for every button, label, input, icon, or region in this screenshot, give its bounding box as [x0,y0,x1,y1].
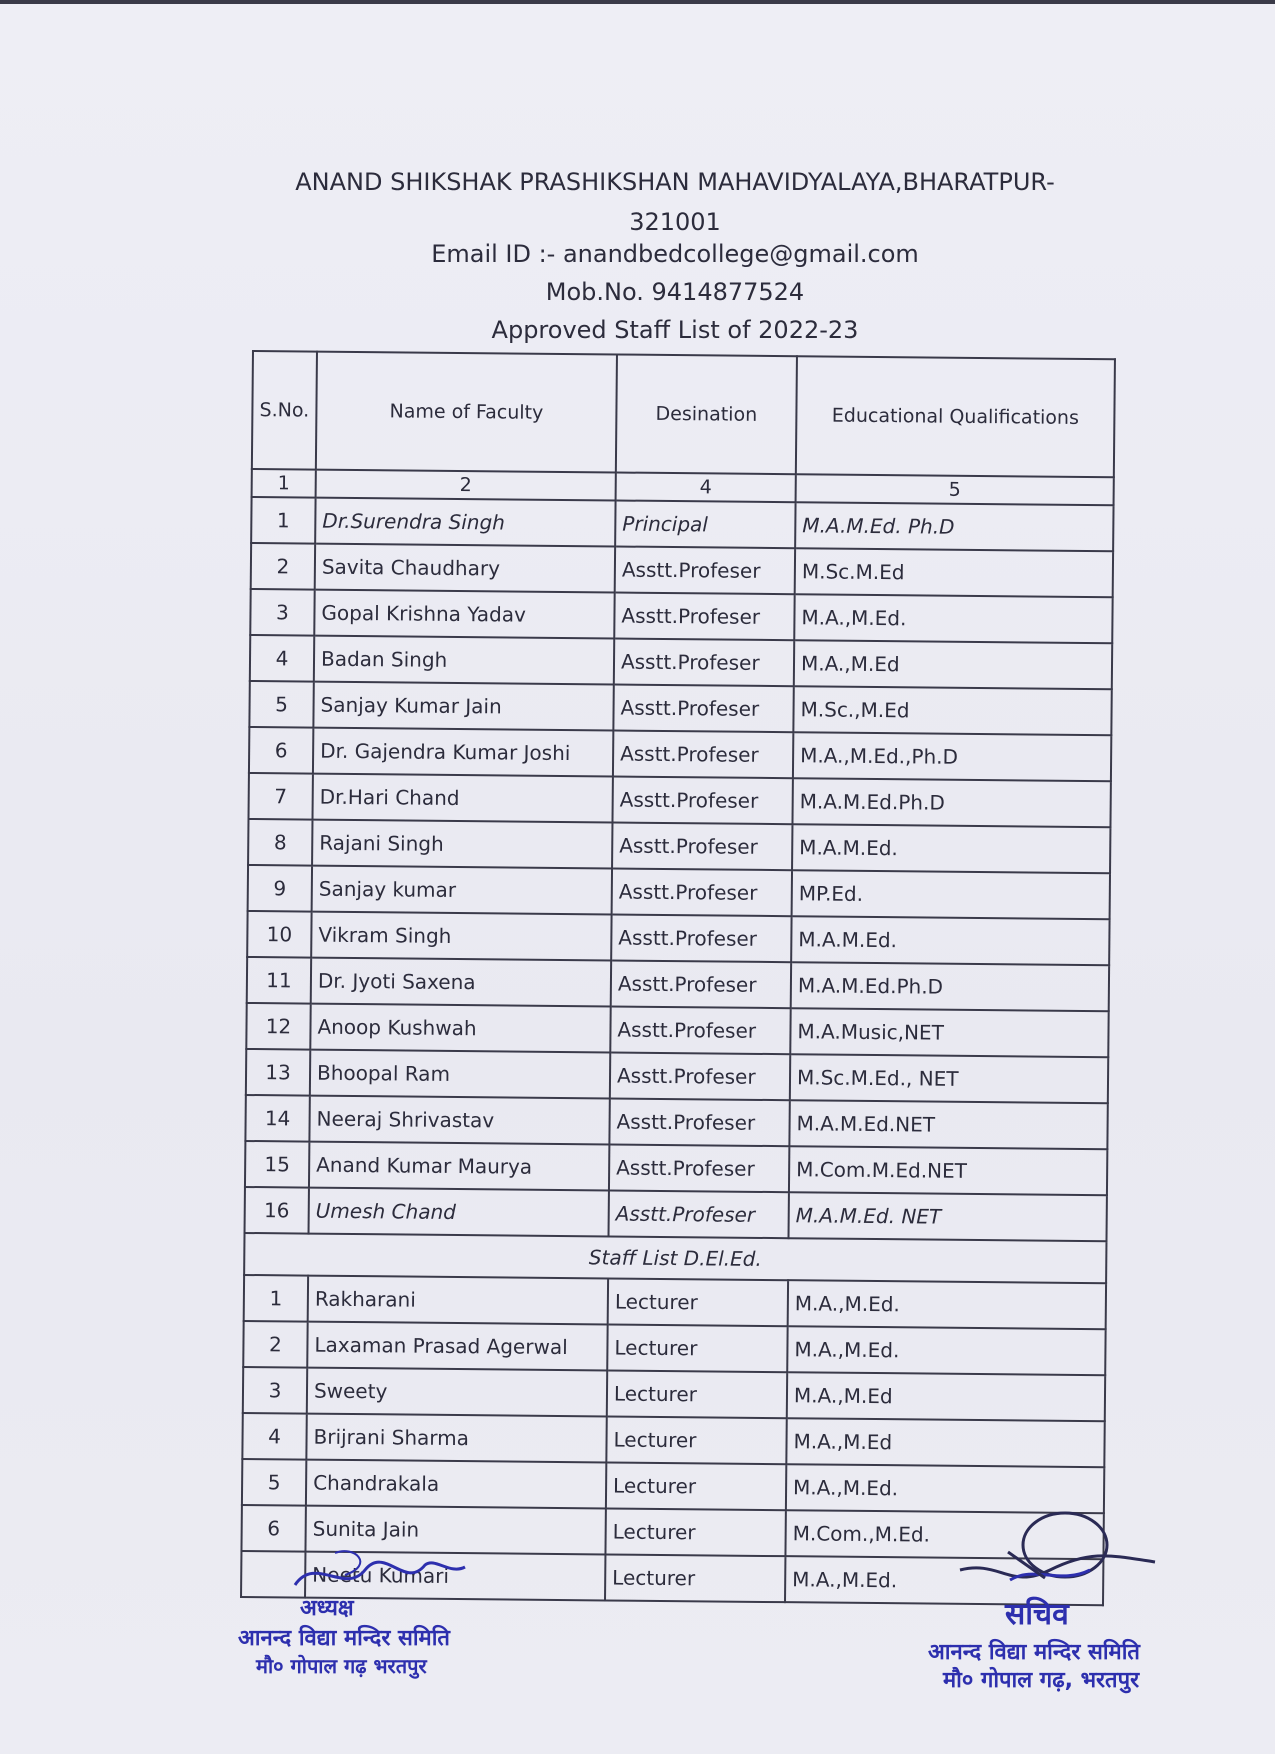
designation-cell: Asstt.Profeser [609,1098,789,1146]
mobile-line: Mob.No. 9414877524 [545,278,805,306]
name-cell: Dr.Hari Chand [312,774,612,823]
sno-cell: 5 [249,681,313,728]
president-seal-title: अध्यक्ष [300,1596,354,1621]
qualification-cell: M.A.,M.Ed [787,1372,1105,1421]
qualification-cell: M.A.M.Ed. Ph.D [795,502,1113,551]
scan-edge-line [0,0,1275,4]
table-row [250,589,1112,643]
name-cell: Neetu Kumari [305,1552,605,1601]
designation-cell: Asstt.Profeser [615,546,795,594]
designation-cell: Asstt.Profeser [612,822,792,870]
sno-cell: 13 [246,1049,310,1096]
table-row [243,1367,1105,1421]
qualification-cell: M.Com.M.Ed.NET [789,1146,1107,1195]
qualification-cell: M.Sc.,M.Ed [793,686,1111,735]
sno-cell: 2 [251,543,315,590]
qualification-cell: M.A.,M.Ed. [787,1326,1105,1375]
qualification-cell: M.A.M.Ed.Ph.D [792,778,1110,827]
designation-cell: Lecturer [605,1508,785,1556]
qualification-cell: M.A.M.Ed.NET [789,1100,1107,1149]
header-name: Name of Faculty [316,352,617,473]
qualification-cell: M.A.,M.Ed [794,640,1112,689]
president-seal-line1: आनन्द विद्या मन्दिर समिति [238,1626,450,1651]
sno-cell: 11 [247,957,311,1004]
designation-cell: Asstt.Profeser [614,638,794,686]
qualification-cell: M.A.,M.Ed. [794,594,1112,643]
name-cell: Gopal Krishna Yadav [314,590,614,639]
table-row [249,681,1111,735]
table-header-row [252,351,1115,477]
qualification-cell: M.Com.,M.Ed. [785,1510,1103,1559]
header-sno: S.No. [252,351,317,470]
table-row [248,865,1110,919]
name-cell: Bhoopal Ram [310,1050,610,1099]
designation-cell: Asstt.Profeser [613,684,793,732]
name-cell: Sweety [307,1368,607,1417]
name-cell: Anoop Kushwah [310,1004,610,1053]
designation-cell: Lecturer [607,1370,787,1418]
qualification-cell: M.A.,M.Ed.,Ph.D [793,732,1111,781]
table-row [246,1049,1108,1103]
table-row [251,497,1113,551]
designation-cell: Asstt.Profeser [609,1144,789,1192]
table-row [251,543,1113,597]
name-cell: Sunita Jain [305,1506,605,1555]
name-cell: Anand Kumar Maurya [309,1142,609,1191]
sno-cell: 1 [244,1275,308,1322]
qualification-cell: MP.Ed. [792,870,1110,919]
designation-cell: Lecturer [606,1462,786,1510]
name-cell: Brijrani Sharma [306,1414,606,1463]
sno-cell: 8 [248,819,312,866]
qualification-cell: M.A.M.Ed. NET [788,1192,1106,1241]
sno-cell: 4 [250,635,314,682]
sno-cell: 3 [243,1367,307,1414]
qualification-cell: M.A.Music,NET [790,1008,1108,1057]
qualification-cell: M.A.M.Ed. [792,824,1110,873]
designation-cell: Asstt.Profeser [612,868,792,916]
designation-cell: Asstt.Profeser [614,592,794,640]
sno-cell: 7 [248,773,312,820]
designation-cell: Principal [615,500,795,548]
column-number: 1 [252,469,316,498]
designation-cell: Asstt.Profeser [609,1190,789,1238]
sno-cell: 3 [250,589,314,636]
column-number: 5 [796,474,1114,505]
qualification-cell: M.Sc.M.Ed [795,548,1113,597]
header-designation: Desination [616,355,797,475]
designation-cell: Lecturer [605,1554,785,1602]
designation-cell: Asstt.Profeser [611,914,791,962]
table-row [249,727,1111,781]
column-number: 2 [316,470,616,501]
name-cell: Dr. Jyoti Saxena [311,958,611,1007]
qualification-cell: M.A.,M.Ed. [785,1556,1103,1605]
sno-cell: 2 [243,1321,307,1368]
name-cell: Rakharani [308,1276,608,1325]
sno-cell: 6 [249,727,313,774]
name-cell: Sanjay Kumar Jain [313,682,613,731]
sno-cell: 9 [248,865,312,912]
designation-cell: Asstt.Profeser [610,1006,790,1054]
table-row [247,911,1109,965]
table-row [244,1275,1106,1329]
header-qualification: Educational Qualifications [796,356,1115,477]
designation-cell: Asstt.Profeser [611,960,791,1008]
name-cell: Dr.Surendra Singh [315,498,615,547]
column-number: 4 [616,472,796,502]
designation-cell: Asstt.Profeser [610,1052,790,1100]
college-title-line2: 321001 [629,208,721,236]
table-row [246,1003,1108,1057]
sno-cell: 1 [251,497,315,544]
table-row [245,1187,1107,1241]
table-row [243,1321,1105,1375]
qualification-cell: M.A.,M.Ed. [788,1280,1106,1329]
designation-cell: Asstt.Profeser [613,730,793,778]
table-row [245,1141,1107,1195]
table-row [242,1413,1104,1467]
name-cell: Badan Singh [314,636,614,685]
college-title [150,162,1200,242]
name-cell: Rajani Singh [312,820,612,869]
secretary-seal-title: सचिव [1005,1597,1069,1632]
qualification-cell: M.A.,M.Ed [786,1418,1104,1467]
name-cell: Dr. Gajendra Kumar Joshi [313,728,613,777]
name-cell: Savita Chaudhary [315,544,615,593]
sno-cell: 12 [246,1003,310,1050]
email-line: Email ID :- anandbedcollege@gmail.com [431,240,919,268]
president-seal-line2: मौ० गोपाल गढ़ भरतपुर [256,1654,427,1678]
sno-cell: 6 [241,1505,305,1552]
sno-cell: 14 [245,1095,309,1142]
qualification-cell: M.A.M.Ed. [791,916,1109,965]
sno-cell: 5 [242,1459,306,1506]
name-cell: Vikram Singh [311,912,611,961]
qualification-cell: M.A.M.Ed.Ph.D [791,962,1109,1011]
qualification-cell: M.Sc.M.Ed., NET [790,1054,1108,1103]
table-row [247,957,1109,1011]
table-row [250,635,1112,689]
name-cell: Sanjay kumar [312,866,612,915]
staff-table [240,350,1116,1606]
list-title: Approved Staff List of 2022-23 [491,316,859,344]
name-cell: Laxaman Prasad Agerwal [307,1322,607,1371]
section-title: Staff List D.El.Ed. [244,1233,1106,1283]
table-row [245,1095,1107,1149]
designation-cell: Lecturer [608,1278,788,1326]
name-cell: Neeraj Shrivastav [309,1096,609,1145]
sno-cell: 16 [245,1187,309,1234]
name-cell: Chandrakala [306,1460,606,1509]
secretary-seal-line2: मौ० गोपाल गढ़, भरतपुर [943,1668,1140,1693]
designation-cell: Lecturer [606,1416,786,1464]
name-cell: Umesh Chand [309,1188,609,1237]
secretary-seal-line1: आनन्द विद्या मन्दिर समिति [928,1640,1140,1665]
table-row [248,773,1110,827]
sno-cell: 4 [242,1413,306,1460]
qualification-cell: M.A.,M.Ed. [786,1464,1104,1513]
designation-cell: Lecturer [607,1324,787,1372]
sno-cell: 15 [245,1141,309,1188]
table-row [248,819,1110,873]
designation-cell: Asstt.Profeser [612,776,792,824]
sno-cell: 10 [247,911,311,958]
college-title-line1: ANAND SHIKSHAK PRASHIKSHAN MAHAVIDYALAYA,BHARATPUR- [295,168,1055,196]
